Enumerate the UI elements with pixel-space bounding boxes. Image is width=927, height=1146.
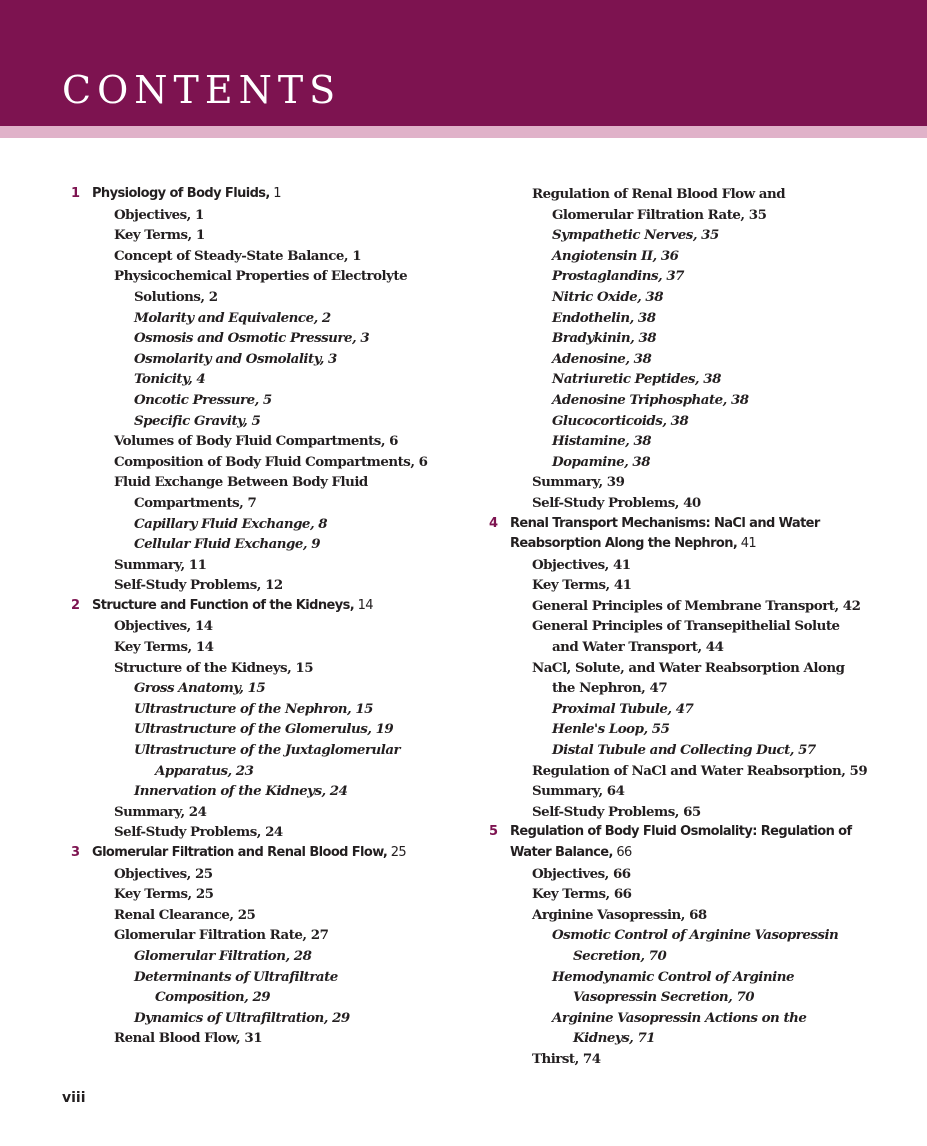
toc-subsection-entry: Nitric Oxide, 38 [552,288,664,305]
toc-chapter-heading [62,184,477,205]
toc-section-entry: Self-Study Problems, 65 [532,803,701,820]
toc-section-entry: General Principles of Transepithelial Solute [532,618,840,635]
toc-subsection-entry: Apparatus, 23 [155,762,254,779]
toc-subsection-entry: Specific Gravity, 5 [134,412,261,429]
toc-subsection-entry: Adenosine, 38 [552,350,652,367]
toc-subsection-entry: Ultrastructure of the Juxtaglomerular [134,742,401,759]
toc-section-entry: Compartments, 7 [134,494,257,511]
chapter-title: Glomerular Filtration and Renal Blood Flow, [92,845,388,860]
toc-subsection-entry: Glomerular Filtration, 28 [134,947,312,964]
toc-right-column [480,184,910,1070]
chapter-number: 1 [71,186,80,201]
toc-section-entry: Regulation of Renal Blood Flow and [532,186,786,202]
toc-subsection-entry: Ultrastructure of the Nephron, 15 [134,700,374,717]
chapter-title: Structure and Function of the Kidneys, [92,597,355,613]
toc-chapter-heading [480,822,910,843]
chapter-page: 14 [354,597,373,613]
toc-subsection-entry: Dopamine, 38 [552,453,651,470]
toc-subsection-entry: Endothelin, 38 [552,309,656,326]
chapter-page: 41 [737,536,757,552]
toc-subsection-entry: Osmosis and Osmotic Pressure, 3 [134,330,370,347]
toc-section-entry: Summary, 11 [114,556,207,573]
toc-section-entry: Objectives, 66 [532,865,631,882]
toc-section-entry: Renal Clearance, 25 [114,906,256,923]
toc-subsection-entry: Gross Anatomy, 15 [134,680,266,697]
toc-section-entry: Regulation of NaCl and Water Reabsorption, 59 [532,762,868,779]
toc-subsection-entry: Secretion, 70 [573,947,667,964]
toc-section-entry: and Water Transport, 44 [552,639,724,656]
toc-subsection-entry: Oncotic Pressure, 5 [134,391,272,408]
toc-section-entry: Summary, 64 [532,783,625,800]
chapter-title: Physiology of Body Fluids, [92,186,270,201]
toc-section-entry: Summary, 39 [532,474,625,491]
chapter-number: 2 [71,597,80,613]
toc-subsection-entry: Determinants of Ultrafiltrate [134,968,338,985]
toc-section-entry: Renal Blood Flow, 31 [114,1030,263,1047]
chapter-page: 25 [387,845,407,860]
toc-subsection-entry: Osmolarity and Osmolality, 3 [134,350,337,367]
toc-subsection-entry: Molarity and Equivalence, 2 [134,309,331,326]
toc-section-entry: Composition of Body Fluid Compartments, 6 [114,453,428,470]
toc-section-entry: Self-Study Problems, 24 [114,824,283,841]
toc-subsection-entry: Kidneys, 71 [573,1030,656,1047]
toc-section-entry: Fluid Exchange Between Body Fluid [114,474,368,491]
toc-section-entry: Objectives, 41 [532,556,631,573]
toc-section-entry: Structure of the Kidneys, 15 [114,659,314,676]
chapter-number: 3 [71,845,80,860]
toc-section-entry: Key Terms, 66 [532,886,632,903]
toc-subsection-entry: Dynamics of Ultrafiltration, 29 [134,1009,350,1026]
chapter-title: Renal Transport Mechanisms: NaCl and Water [510,515,820,531]
toc-section-entry: Volumes of Body Fluid Compartments, 6 [114,433,398,450]
header-banner [0,0,927,126]
page-folio: viii [62,1090,86,1106]
toc-subsection-entry: Adenosine Triphosphate, 38 [552,391,749,408]
toc-section-entry: Self-Study Problems, 40 [532,494,701,511]
toc-subsection-entry: Cellular Fluid Exchange, 9 [134,536,321,553]
page-title: CONTENTS [62,68,342,112]
header-stripe [0,126,927,138]
toc-subsection-entry: Ultrastructure of the Glomerulus, 19 [134,721,394,738]
toc-subsection-entry: Bradykinin, 38 [552,330,657,347]
chapter-number: 5 [489,824,498,840]
toc-subsection-entry: Distal Tubule and Collecting Duct, 57 [552,742,816,759]
toc-chapter-heading [62,843,477,864]
toc-subsection-entry: Vasopressin Secretion, 70 [573,989,755,1006]
toc-section-entry: Objectives, 1 [114,206,204,223]
toc-subsection-entry: Glucocorticoids, 38 [552,412,689,429]
toc-subsection-entry: Arginine Vasopressin Actions on the [552,1009,807,1026]
toc-subsection-entry: Angiotensin II, 36 [552,247,679,264]
toc-section-entry: Objectives, 25 [114,865,213,882]
toc-section-entry: Glomerular Filtration Rate, 27 [114,927,329,944]
toc-left-column [62,184,477,1049]
toc-chapter-heading-continued [480,843,910,864]
toc-section-entry: Concept of Steady-State Balance, 1 [114,247,362,264]
toc-subsection-entry: Tonicity, 4 [134,371,206,388]
toc-subsection-entry: Hemodynamic Control of Arginine [552,968,794,985]
toc-subsection-entry: Prostaglandins, 37 [552,268,685,285]
chapter-title: Water Balance, [510,845,613,860]
toc-subsection-entry: Henle's Loop, 55 [552,721,670,738]
toc-section-entry: Key Terms, 1 [114,227,205,244]
toc-subsection-entry: Composition, 29 [155,989,271,1006]
chapter-page: 1 [269,186,281,201]
toc-subsection-entry: Sympathetic Nerves, 35 [552,227,719,244]
toc-section-entry: Summary, 24 [114,803,207,820]
chapter-page: 66 [612,845,632,860]
toc-section-entry: Physicochemical Properties of Electrolyte [114,268,408,285]
toc-subsection-entry: Capillary Fluid Exchange, 8 [134,515,328,532]
chapter-title: Regulation of Body Fluid Osmolality: Regulation of [510,824,852,840]
toc-subsection-entry: Histamine, 38 [552,433,652,450]
toc-section-entry: Objectives, 14 [114,618,213,635]
toc-section-entry: the Nephron, 47 [552,680,668,697]
toc-section-entry: Arginine Vasopressin, 68 [532,906,707,923]
toc-section-entry: Key Terms, 14 [114,639,214,656]
toc-subsection-entry: Innervation of the Kidneys, 24 [134,783,348,800]
toc-section-entry: Solutions, 2 [134,288,218,305]
toc-chapter-heading-continued [480,534,910,555]
toc-subsection-entry: Natriuretic Peptides, 38 [552,371,721,388]
toc-chapter-heading [480,514,910,535]
chapter-title: Reabsorption Along the Nephron, [510,536,738,552]
toc-subsection-entry: Proximal Tubule, 47 [552,700,694,717]
toc-section-entry: Glomerular Filtration Rate, 35 [552,206,767,223]
toc-section-entry: NaCl, Solute, and Water Reabsorption Along [532,659,845,676]
toc-section-entry: Key Terms, 25 [114,886,214,903]
toc-subsection-entry: Osmotic Control of Arginine Vasopressin [552,927,839,944]
toc-section-entry: Thirst, 74 [532,1050,601,1067]
toc-section-entry: Key Terms, 41 [532,577,632,594]
toc-section-entry: Self-Study Problems, 12 [114,577,283,594]
toc-section-entry: General Principles of Membrane Transport, 42 [532,597,861,614]
chapter-number: 4 [489,515,498,531]
toc-chapter-heading [62,596,477,617]
